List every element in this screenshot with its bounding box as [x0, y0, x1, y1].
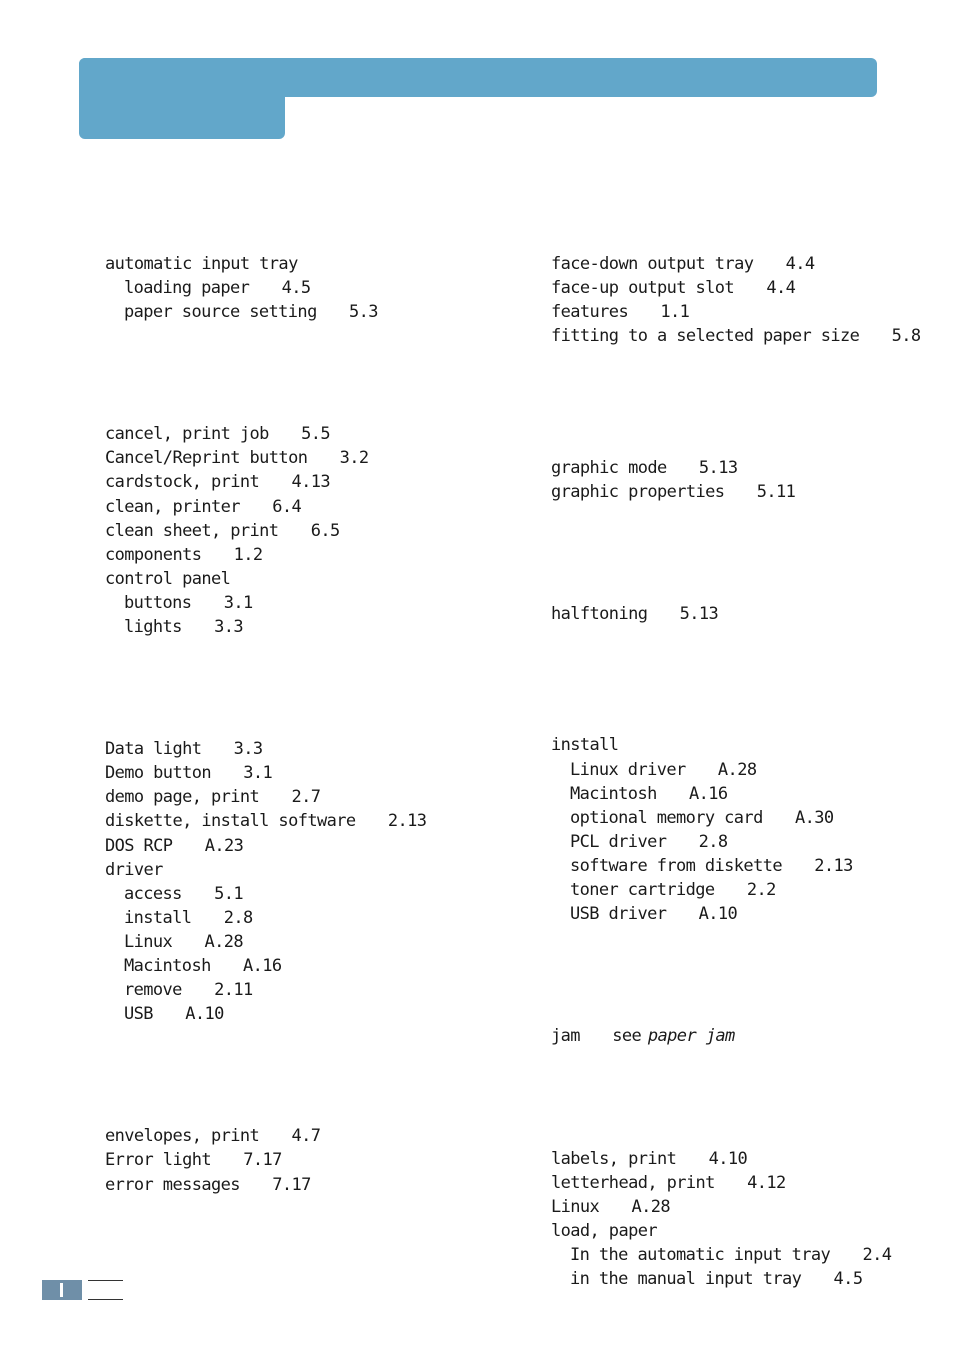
index-term: clean, printer [105, 497, 240, 517]
index-entry [551, 457, 737, 479]
index-term: load, paper [551, 1221, 657, 1241]
page-reference: 6.4 [272, 497, 302, 517]
index-entry [551, 481, 795, 503]
index-subentry [570, 879, 776, 901]
index-term: install [551, 735, 619, 755]
index-entry [551, 1220, 657, 1242]
index-subentry [124, 883, 243, 905]
page-reference: 7.17 [272, 1175, 311, 1195]
page-reference: 4.12 [747, 1173, 786, 1193]
index-entry [105, 471, 330, 493]
page-reference: 3.1 [223, 593, 253, 613]
page-reference: 4.10 [708, 1149, 748, 1169]
index-term: paper source setting [124, 302, 317, 322]
page-reference: 3.1 [243, 763, 273, 783]
index-term: Data light [105, 739, 202, 759]
page-reference: 6.5 [310, 521, 340, 541]
page-reference: A.28 [717, 760, 757, 780]
index-term: face-down output tray [551, 254, 754, 274]
index-subentry [570, 807, 834, 829]
page-reference: 2.13 [814, 856, 853, 876]
index-entry [551, 603, 718, 625]
page-reference: 2.8 [698, 832, 728, 852]
index-term: DOS RCP [105, 836, 173, 856]
page-marker-glyph [60, 1283, 63, 1297]
index-subentry [570, 759, 756, 781]
index-subentry [570, 903, 737, 925]
index-term: optional memory card [570, 808, 763, 828]
index-subentry [124, 907, 253, 929]
index-subentry [124, 955, 282, 977]
header-tab [79, 58, 285, 139]
index-entry [105, 544, 263, 566]
index-entry [105, 1149, 282, 1171]
index-subentry [570, 855, 853, 877]
index-entry [551, 277, 795, 299]
index-term: halftoning [551, 604, 648, 624]
index-entry [105, 738, 263, 760]
index-term: access [124, 884, 182, 904]
index-entry [551, 301, 689, 323]
index-term: toner cartridge [570, 880, 715, 900]
index-term: Linux [551, 1197, 600, 1217]
index-entry [105, 1174, 311, 1196]
index-term: in the manual input tray [570, 1269, 802, 1289]
index-term: USB driver [570, 904, 667, 924]
index-entry [105, 423, 330, 445]
index-term: letterhead, print [551, 1173, 715, 1193]
index-term: automatic input tray [105, 254, 298, 274]
footer-page-marker [42, 1280, 82, 1300]
index-term: Error light [105, 1150, 211, 1170]
page-reference: 3.3 [214, 617, 244, 637]
index-term: Macintosh [570, 784, 657, 804]
index-subentry [124, 1003, 224, 1025]
index-term: graphic properties [551, 482, 725, 502]
page-reference: 4.13 [291, 472, 331, 492]
page-reference: 4.7 [291, 1126, 321, 1146]
page-reference: 4.5 [281, 278, 311, 298]
index-term: features [551, 302, 629, 322]
page-reference: 2.7 [291, 787, 321, 807]
page-reference: 5.1 [214, 884, 244, 904]
index-subentry [124, 301, 378, 323]
page-reference: 2.2 [746, 880, 776, 900]
page-reference: 2.11 [214, 980, 253, 1000]
page-reference: 4.5 [833, 1269, 863, 1289]
page-reference: 1.2 [233, 545, 263, 565]
index-subentry [124, 592, 253, 614]
index-entry [551, 1196, 670, 1218]
page-reference: A.23 [204, 836, 244, 856]
index-entry [105, 835, 243, 857]
page-reference: A.10 [185, 1004, 224, 1024]
footer-rule-bottom [88, 1299, 123, 1300]
index-entry [551, 325, 921, 347]
page-reference: A.16 [689, 784, 728, 804]
index-term: Cancel/Reprint button [105, 448, 308, 468]
index-term: Linux driver [570, 760, 686, 780]
index-term: control panel [105, 569, 231, 589]
index-subentry [124, 277, 310, 299]
page-reference: A.30 [795, 808, 834, 828]
index-term: driver [105, 860, 163, 880]
index-entry [551, 1025, 735, 1047]
index-entry [551, 1148, 747, 1170]
page-reference: A.10 [698, 904, 738, 924]
page-reference: 2.4 [862, 1245, 892, 1265]
index-entry [105, 568, 230, 590]
index-entry [105, 253, 298, 275]
index-entry [105, 447, 369, 469]
index-term: loading paper [124, 278, 250, 298]
page-reference: 5.8 [891, 326, 921, 346]
index-term: labels, print [551, 1149, 677, 1169]
index-term: Macintosh [124, 956, 211, 976]
index-term: install [124, 908, 192, 928]
page-reference: 4.4 [766, 278, 796, 298]
index-term: face-up output slot [551, 278, 735, 298]
index-term: demo page, print [105, 787, 260, 807]
page-reference: see [612, 1026, 642, 1046]
index-term: components [105, 545, 202, 565]
page-reference: 3.3 [233, 739, 263, 759]
index-entry [551, 734, 618, 756]
page-reference: 5.3 [349, 302, 378, 322]
page-reference: 5.13 [698, 458, 738, 478]
page-reference: 4.4 [785, 254, 815, 274]
index-subentry [124, 979, 253, 1001]
index-term: diskette, install software [105, 811, 356, 831]
index-term: cardstock, print [105, 472, 260, 492]
page-reference: 5.5 [301, 424, 330, 444]
page-reference: 5.11 [756, 482, 796, 502]
footer-rule-top [88, 1280, 123, 1281]
index-term: clean sheet, print [105, 521, 279, 541]
index-term: buttons [124, 593, 192, 613]
index-entry [105, 496, 301, 518]
index-entry [105, 859, 163, 881]
index-entry [105, 1125, 320, 1147]
page-reference: 7.17 [243, 1150, 282, 1170]
index-term: lights [124, 617, 182, 637]
index-term: fitting to a selected paper size [551, 326, 860, 346]
index-term: In the automatic input tray [570, 1245, 831, 1265]
see-reference: paper jam [647, 1026, 735, 1046]
page-reference: 3.2 [339, 448, 369, 468]
index-term: remove [124, 980, 182, 1000]
index-term: software from diskette [570, 856, 782, 876]
index-subentry [570, 831, 728, 853]
index-subentry [570, 1244, 891, 1266]
index-term: Demo button [105, 763, 211, 783]
page-reference: 1.1 [660, 302, 690, 322]
index-term: Linux [124, 932, 173, 952]
index-term: envelopes, print [105, 1126, 260, 1146]
index-subentry [570, 783, 728, 805]
index-entry [105, 762, 272, 784]
index-subentry [124, 931, 243, 953]
index-subentry [570, 1268, 862, 1290]
index-entry [105, 520, 340, 542]
index-entry [105, 810, 426, 832]
page-reference: 2.13 [387, 811, 427, 831]
index-term: jam [551, 1026, 580, 1046]
index-term: PCL driver [570, 832, 667, 852]
index-term: USB [124, 1004, 153, 1024]
page-reference: A.28 [204, 932, 244, 952]
index-term: error messages [105, 1175, 240, 1195]
page-reference: A.28 [631, 1197, 671, 1217]
index-entry [105, 786, 320, 808]
index-term: cancel, print job [105, 424, 269, 444]
page-reference: 2.8 [223, 908, 253, 928]
index-entry [551, 253, 815, 275]
index-entry [551, 1172, 786, 1194]
page-reference: 5.13 [679, 604, 719, 624]
page-reference: A.16 [243, 956, 282, 976]
index-subentry [124, 616, 243, 638]
index-term: graphic mode [551, 458, 667, 478]
